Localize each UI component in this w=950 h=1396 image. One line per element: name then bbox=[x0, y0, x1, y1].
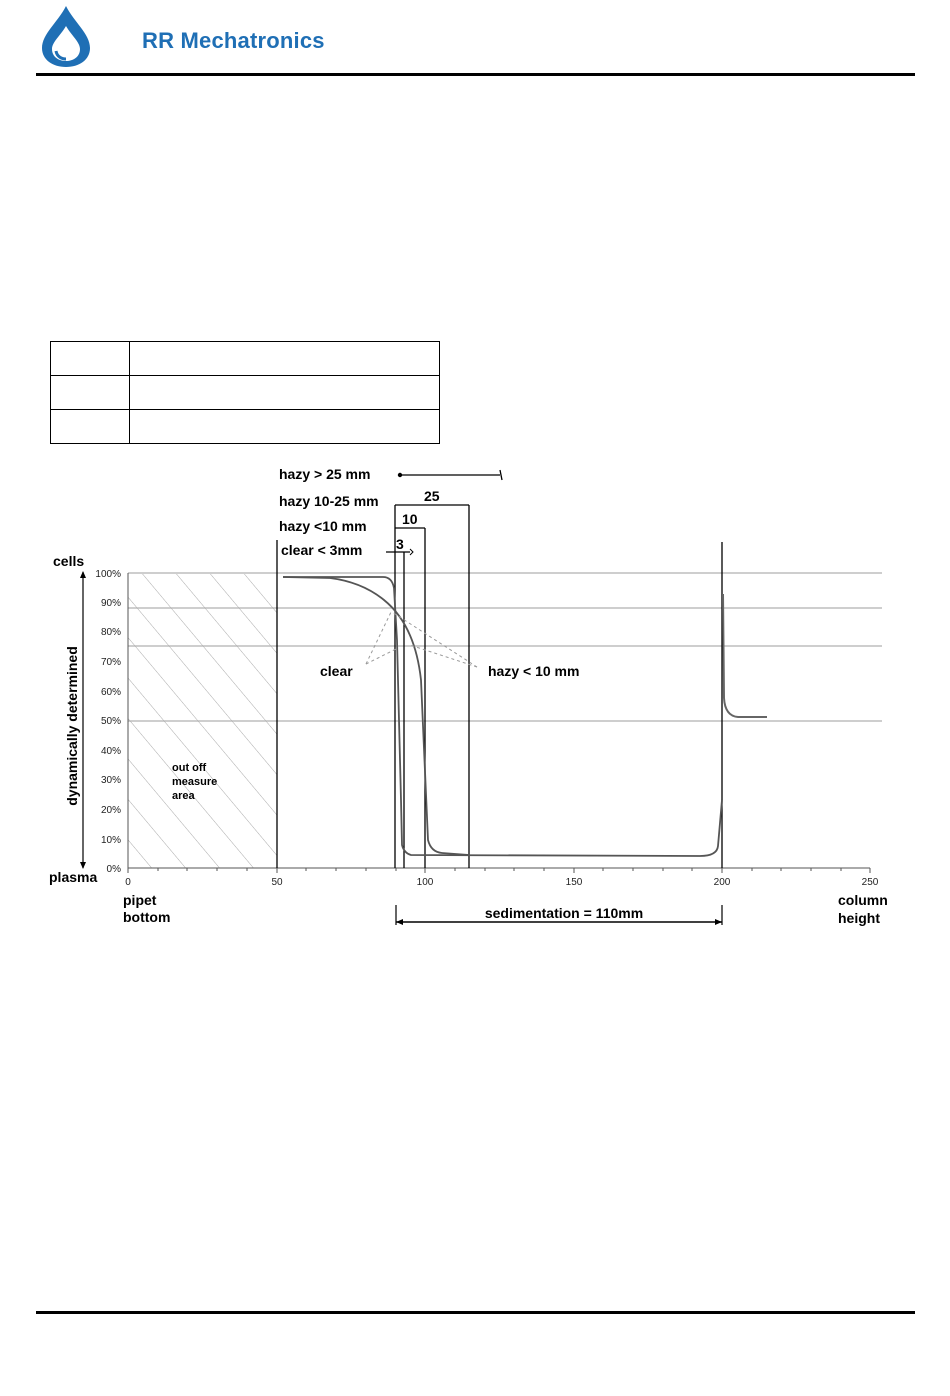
x-tick-label: 0 bbox=[125, 877, 131, 888]
arrow-head-up-icon bbox=[80, 571, 86, 578]
y-tick-label: 100% bbox=[95, 569, 121, 580]
dim-10-label: 10 bbox=[402, 511, 418, 527]
table-cell bbox=[51, 342, 130, 376]
legend-clear-lt-3: clear < 3mm bbox=[281, 542, 363, 558]
sedimentation-diagram bbox=[40, 455, 910, 935]
legend-hazy-10-25: hazy 10-25 mm bbox=[279, 493, 379, 509]
company-name: RR Mechatronics bbox=[142, 28, 325, 53]
legend bbox=[279, 466, 379, 558]
out-off-label: out off bbox=[172, 762, 207, 774]
pipet-label: pipet bbox=[123, 892, 157, 908]
column-label: column bbox=[838, 892, 888, 908]
measure-label: measure bbox=[172, 776, 218, 788]
hazy-25-arrow-tip bbox=[500, 470, 502, 480]
arrow-head-down-icon bbox=[80, 862, 86, 869]
clear-label: clear bbox=[320, 663, 353, 679]
y-tick-labels bbox=[95, 569, 121, 875]
arrow-head-left-icon bbox=[396, 919, 403, 925]
plasma-label: plasma bbox=[49, 869, 98, 885]
vertical-markers bbox=[277, 505, 722, 868]
x-tick-marks bbox=[128, 868, 870, 873]
arrow-head-right-icon bbox=[715, 919, 722, 925]
x-tick-label: 50 bbox=[271, 877, 283, 888]
y-tick-label: 40% bbox=[100, 746, 121, 757]
y-tick-label: 10% bbox=[100, 835, 121, 846]
top-curve bbox=[723, 594, 767, 717]
table-cell bbox=[51, 376, 130, 410]
table-cell bbox=[130, 376, 440, 410]
pointer-clear-1 bbox=[366, 610, 392, 664]
pointer-hazy-1 bbox=[392, 612, 477, 667]
table-row bbox=[51, 342, 440, 376]
cells-label: cells bbox=[53, 553, 85, 569]
y-tick-label: 30% bbox=[100, 775, 121, 786]
x-tick-label: 250 bbox=[861, 877, 879, 888]
y-axis-title: dynamically determined bbox=[64, 646, 80, 806]
y-tick-label: 20% bbox=[100, 805, 121, 816]
header-divider bbox=[36, 73, 915, 76]
legend-hazy-lt-10: hazy <10 mm bbox=[279, 518, 367, 534]
height-label: height bbox=[838, 910, 880, 926]
company-logo bbox=[40, 4, 325, 68]
pointer-hazy-2 bbox=[410, 645, 477, 667]
y-tick-label: 50% bbox=[100, 716, 121, 727]
empty-table bbox=[50, 341, 440, 444]
table-row bbox=[51, 410, 440, 444]
pointer-clear-2 bbox=[366, 648, 398, 664]
x-tick-label: 150 bbox=[565, 877, 583, 888]
hazy-curve bbox=[283, 577, 469, 855]
hazy-lt-10-label: hazy < 10 mm bbox=[488, 663, 580, 679]
pointer-lines bbox=[366, 610, 477, 667]
x-tick-label: 200 bbox=[713, 877, 731, 888]
footer-divider bbox=[36, 1311, 915, 1314]
dimension-labels bbox=[396, 488, 440, 552]
water-drop-icon bbox=[40, 4, 104, 68]
dim-25-label: 25 bbox=[424, 488, 440, 504]
dim-3-label: 3 bbox=[396, 536, 404, 552]
x-tick-label: 100 bbox=[416, 877, 434, 888]
x-tick-labels bbox=[125, 877, 879, 888]
bottom-label: bottom bbox=[123, 909, 171, 925]
y-tick-label: 60% bbox=[100, 687, 121, 698]
legend-hazy-gt-25: hazy > 25 mm bbox=[279, 466, 371, 482]
area-label: area bbox=[172, 790, 195, 802]
table-cell bbox=[130, 342, 440, 376]
y-tick-label: 80% bbox=[100, 627, 121, 638]
table-cell bbox=[51, 410, 130, 444]
y-tick-label: 0% bbox=[106, 864, 121, 875]
table-cell bbox=[130, 410, 440, 444]
y-tick-label: 70% bbox=[100, 657, 121, 668]
arrow-right-icon bbox=[410, 549, 413, 555]
arrow-dot-icon bbox=[398, 473, 402, 477]
sharp-curve bbox=[283, 577, 722, 856]
sedimentation-label: sedimentation = 110mm bbox=[484, 905, 644, 921]
table-row bbox=[51, 376, 440, 410]
y-tick-label: 90% bbox=[100, 598, 121, 609]
